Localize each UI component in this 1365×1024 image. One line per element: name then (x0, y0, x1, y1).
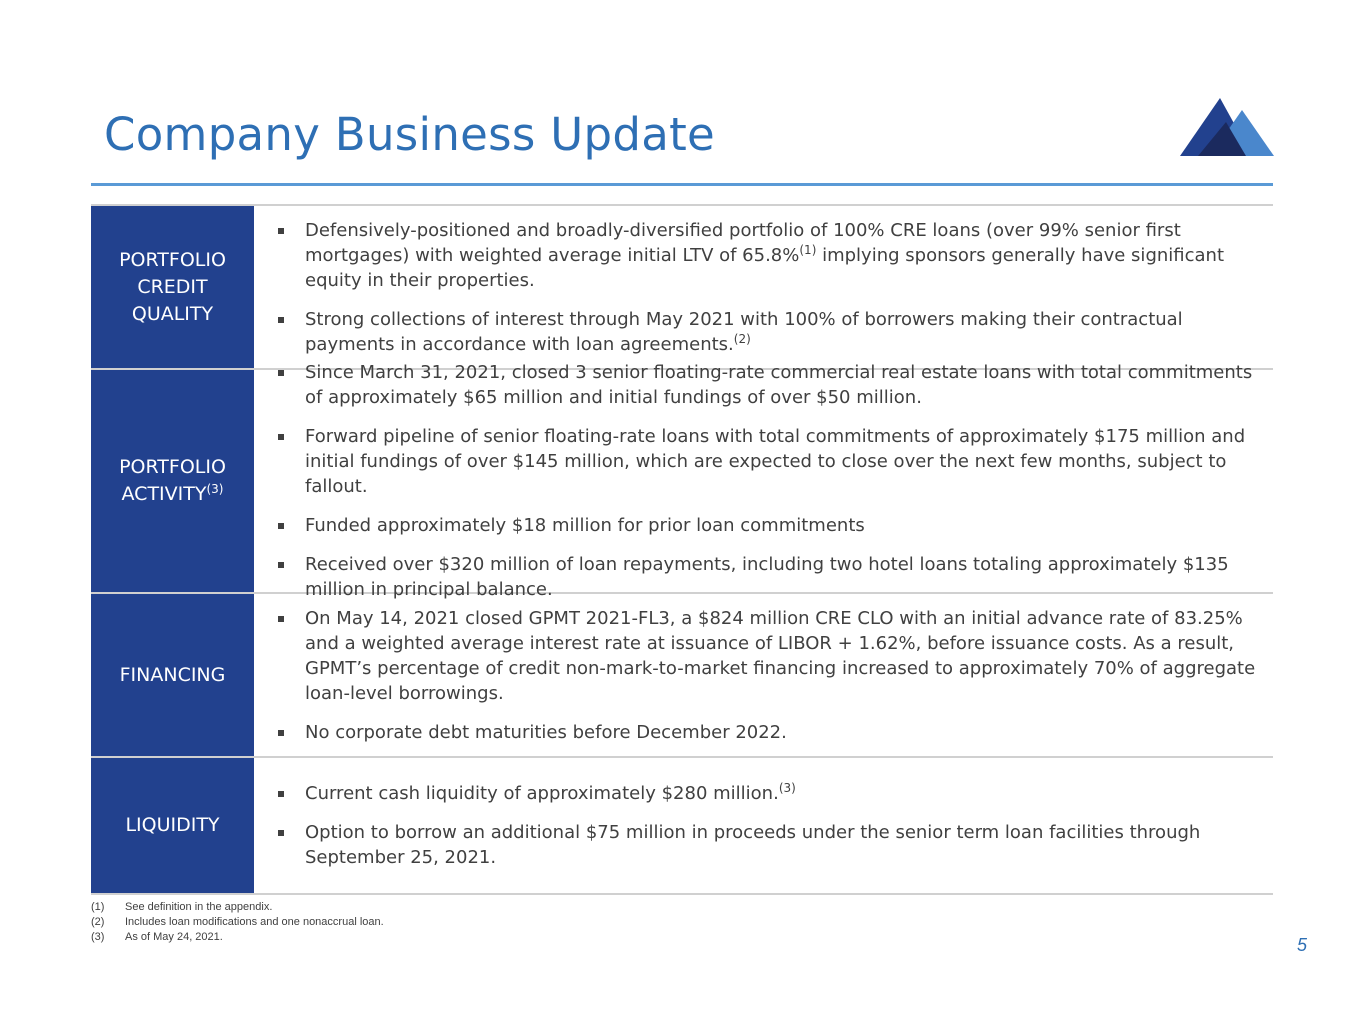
square-bullet-icon (278, 228, 287, 234)
bullet-item (278, 424, 1263, 499)
business-update-table (91, 204, 1273, 895)
row-content (254, 206, 1273, 368)
page-number: 5 (1296, 935, 1307, 955)
bullet-item (278, 720, 1263, 745)
bullet-text-main: Forward pipeline of senior floating-rate loans with total commitments of approximately $175 million and initial fundings of over $145 million, which are expected to close over the next few months, subject to fallout. (305, 426, 1246, 497)
bullet-item (278, 360, 1263, 410)
footnote-ref: (2) (733, 331, 751, 346)
bullet-text-main: Current cash liquidity of approximately $280 million. (305, 783, 779, 804)
footnote (91, 930, 384, 945)
row-label-text (119, 247, 226, 328)
bullet-text (305, 720, 787, 745)
footnote-ref: (3) (778, 781, 796, 795)
square-bullet-icon (278, 791, 287, 797)
bullet-text-continued: implying sponsors generally have significant equity in their properties. (305, 244, 1225, 291)
row-content (254, 594, 1273, 756)
footnote-text: As of May 24, 2021. (125, 931, 223, 943)
square-bullet-icon (278, 523, 287, 529)
row-label-text (120, 662, 226, 689)
square-bullet-icon (278, 616, 287, 622)
row-label (91, 206, 254, 368)
bullet-item (278, 606, 1263, 706)
bullet-text-main: Strong collections of interest through May 2021 with 100% of borrowers making their contractual payments in accordance with loan agreements. (305, 308, 1183, 355)
bullet-text (305, 360, 1263, 410)
page-title: Company Business Update (104, 108, 715, 161)
bullet-text-main: Defensively-positioned and broadly-diversified portfolio of 100% CRE loans (over 99% senior first mortgages) with weighted average initial LTV of 65.8% (305, 219, 1181, 266)
bullet-text (305, 820, 1263, 870)
bullet-item (278, 820, 1263, 870)
row-label-line (119, 481, 226, 508)
table-rows (91, 206, 1273, 895)
bullet-text-main: Since March 31, 2021, closed 3 senior floating-rate commercial real estate loans with total commitments of approximately $65 million and initial fundings of over $50 million. (305, 362, 1253, 408)
row-label (91, 758, 254, 893)
table-row (91, 758, 1273, 895)
bullet-text-main: No corporate debt maturities before December 2022. (305, 721, 787, 743)
table-row (91, 206, 1273, 370)
bullet-text (305, 424, 1263, 499)
row-label-text (125, 812, 219, 839)
row-label-line: CREDIT (137, 275, 208, 298)
bullet-item (278, 218, 1263, 293)
square-bullet-icon (278, 830, 287, 836)
table-row (91, 594, 1273, 758)
bullet-text-main: Funded approximately $18 million for prior loan commitments (305, 515, 865, 536)
square-bullet-icon (278, 317, 287, 323)
footnote (91, 915, 384, 930)
bullet-text-main: Received over $320 million of loan repayments, including two hotel loans totaling approximately $135 million in principal balance. (305, 554, 1229, 600)
footnote-ref: (1) (799, 242, 817, 257)
bullet-text-main: Option to borrow an additional $75 million in proceeds under the senior term loan facilities through September 25, 2021. (305, 822, 1201, 868)
square-bullet-icon (278, 730, 287, 736)
square-bullet-icon (278, 562, 287, 568)
bullet-text (305, 513, 865, 538)
row-label-line-text: ACTIVITY (121, 483, 207, 505)
bullet-text (305, 606, 1263, 706)
mountain-logo-icon (1180, 98, 1274, 158)
footnote-text: See definition in the appendix. (125, 901, 273, 913)
square-bullet-icon (278, 434, 287, 440)
row-label (91, 594, 254, 756)
bullet-text (305, 781, 796, 806)
row-label-line: FINANCING (119, 663, 226, 686)
footnote (91, 900, 384, 915)
bullet-text (305, 218, 1263, 293)
row-label-text (119, 454, 226, 508)
table-row (91, 362, 1273, 600)
row-label-line: PORTFOLIO (119, 248, 226, 271)
square-bullet-icon (278, 370, 287, 376)
bullet-item (278, 513, 1263, 538)
footnote-ref: (3) (206, 482, 224, 496)
row-label (91, 370, 254, 592)
row-label-line: QUALITY (131, 302, 214, 325)
row-label-line: LIQUIDITY (125, 814, 220, 836)
title-divider (91, 183, 1273, 186)
bullet-item (278, 307, 1263, 357)
bullet-text (305, 307, 1263, 357)
footnote-number: (2) (91, 916, 105, 928)
row-content (254, 362, 1273, 600)
footnotes (91, 900, 384, 945)
footnote-number: (3) (91, 931, 105, 943)
row-label-line: PORTFOLIO (119, 456, 226, 478)
footnote-number: (1) (91, 901, 105, 913)
bullet-text-main: On May 14, 2021 closed GPMT 2021-FL3, a $824 million CRE CLO with an initial advance rate of 83.25% and a weighted average interest rate at issuance of LIBOR + 1.62%, before issuance costs. As a result, GPMT’s percentage of credit non-mark-to-market financing increased to approximately 70% of aggregate loan-level borrowings. (305, 607, 1256, 704)
bullet-item (278, 781, 1263, 806)
row-content (254, 758, 1273, 893)
footnote-text: Includes loan modifications and one nonaccrual loan. (125, 916, 384, 928)
